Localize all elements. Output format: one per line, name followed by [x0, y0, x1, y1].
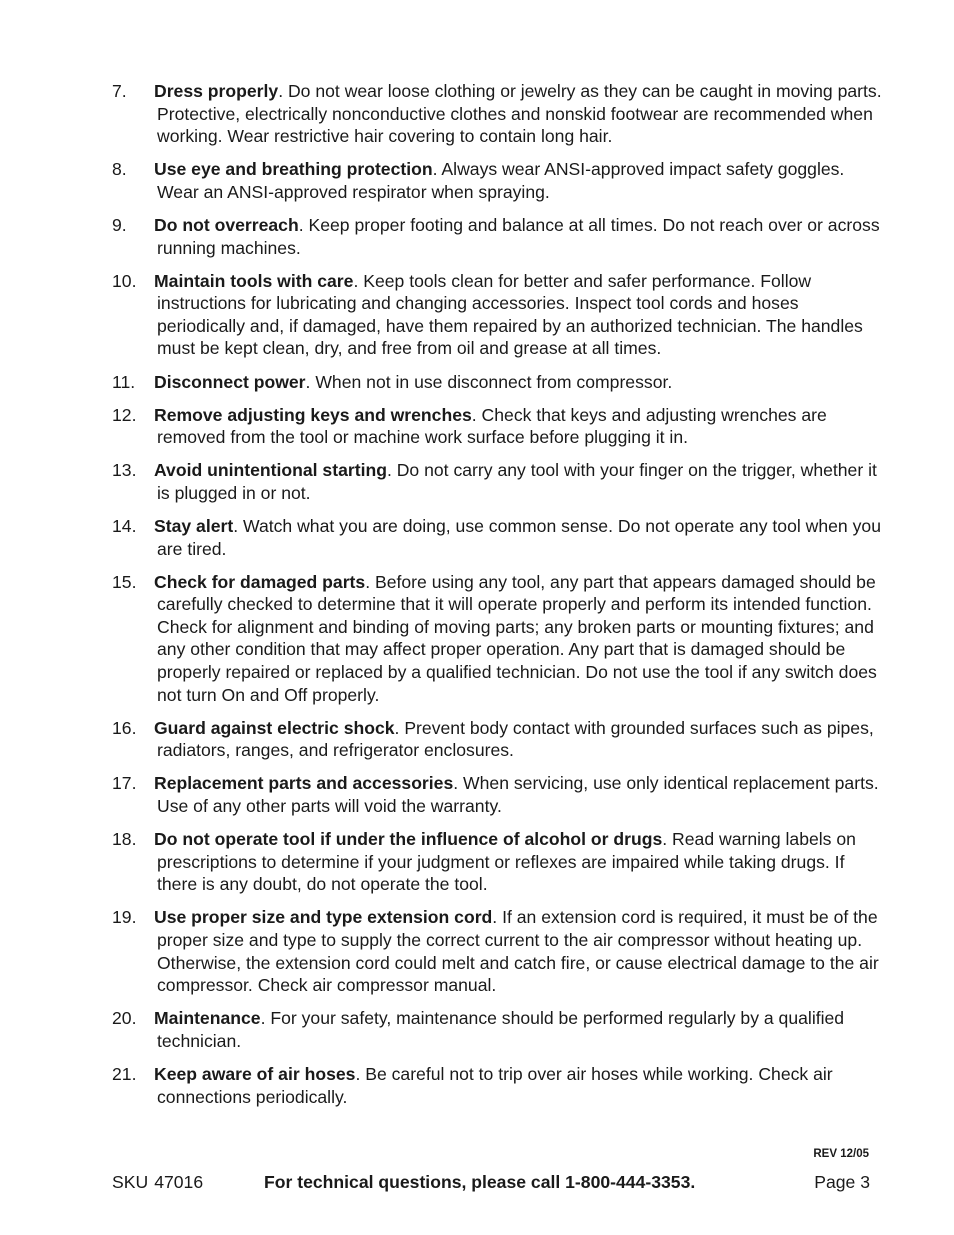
item-body [154, 270, 882, 360]
sku-label: SKU [112, 1172, 149, 1192]
item-text: . Be careful not to trip over air hoses while working. Check air connections periodically. [157, 1063, 833, 1107]
list-item [112, 404, 882, 449]
item-title: Check for damaged parts [154, 571, 366, 592]
sku-number: 47016 [154, 1172, 204, 1192]
item-title: Maintenance [154, 1008, 261, 1029]
list-item [112, 906, 882, 996]
item-title: Maintain tools with care [154, 270, 354, 291]
item-number: 16. [112, 717, 137, 738]
list-item [112, 717, 882, 762]
item-text: . Do not carry any tool with your finger on the trigger, whether it is plugged in or not. [157, 460, 877, 503]
item-text: . For your safety, maintenance should be performed regularly by a qualified technician. [157, 1008, 845, 1051]
item-body [154, 158, 882, 203]
item-number: 9. [112, 214, 127, 235]
item-number: 13. [112, 460, 137, 481]
item-number: 20. [112, 1008, 137, 1029]
item-number: 21. [112, 1063, 137, 1084]
list-item [112, 270, 882, 360]
list-item [112, 371, 882, 394]
list-item [112, 459, 882, 504]
item-number: 11. [112, 371, 136, 392]
item-title: Stay alert [154, 516, 234, 536]
item-title: Do not overreach [154, 214, 299, 235]
item-title: Remove adjusting keys and wrenches [154, 404, 472, 425]
page-footer [112, 1170, 870, 1194]
item-text: . Keep tools clean for better and safer performance. Follow instructions for lubricating and changing accessories. Inspect tool cords and hoses periodically and, if damaged, have them repaired by an authorized technician. The handles must be kept clean, dry, and free from oil and grease at all times. [157, 270, 863, 359]
item-text: . Do not wear loose clothing or jewelry as they can be caught in moving parts. Protective, electrically nonconductive clothes and nonskid footwear are recommended when working. Wear restrictive hair covering to contain long hair. [157, 81, 882, 147]
list-item [112, 158, 882, 203]
item-number: 15. [112, 571, 137, 592]
list-item [112, 1007, 882, 1052]
page-number: Page 3 [814, 1172, 870, 1192]
item-body [154, 214, 882, 259]
item-text: . Read warning labels on prescriptions to determine if your judgment or reflexes are impaired while taking drugs. If there is any doubt, do not operate the tool. [157, 829, 856, 895]
item-body [154, 571, 882, 707]
item-text: . Before using any tool, any part that appears damaged should be carefully checked to determine that it will operate properly and perform its intended function. Check for alignment and binding of moving parts; any broken parts or mounting fixtures; and any other condition that may affect proper operation. Any part that is damaged should be properly repaired or replaced by a qualified technician. Do not use the tool if any switch does not turn On and Off properly. [157, 571, 877, 705]
item-title: Replacement parts and accessories [154, 773, 454, 794]
item-text: . Always wear ANSI-approved impact safety goggles. Wear an ANSI-approved respirator when spraying. [157, 159, 845, 202]
list-item [112, 80, 882, 148]
item-body [154, 1007, 882, 1052]
revision-label: REV 12/05 [813, 1148, 869, 1160]
item-title: Keep aware of air hoses [154, 1063, 356, 1084]
item-title: Use proper size and type extension cord [154, 907, 493, 928]
item-text: . Check that keys and adjusting wrenches are removed from the tool or machine work surface before plugging it in. [157, 404, 827, 448]
item-title: Avoid unintentional starting [154, 460, 387, 481]
item-text: . When not in use disconnect from compressor. [305, 371, 673, 392]
item-title: Do not operate tool if under the influence of alcohol or drugs [154, 829, 663, 850]
item-number: 14. [112, 516, 137, 536]
item-number: 12. [112, 404, 137, 425]
list-item [112, 515, 882, 560]
item-text: . Watch what you are doing, use common sense. Do not operate any tool when you are tired. [157, 516, 881, 559]
sku [112, 1170, 203, 1194]
item-number: 19. [112, 907, 137, 928]
item-number: 7. [112, 81, 127, 101]
item-body [154, 717, 882, 762]
item-body [154, 515, 882, 560]
item-text: . Keep proper footing and balance at all times. Do not reach over or across running machines. [157, 214, 880, 258]
item-text: . When servicing, use only identical replacement parts. Use of any other parts will void the warranty. [157, 773, 879, 817]
item-number: 8. [112, 159, 127, 180]
item-body [154, 459, 882, 504]
item-title: Dress properly [154, 81, 279, 101]
list-item [112, 828, 882, 896]
item-text: . Prevent body contact with grounded surfaces such as pipes, radiators, ranges, and refrigerator enclosures. [157, 717, 874, 761]
list-item [112, 772, 882, 817]
item-body [154, 371, 882, 394]
list-item [112, 1063, 882, 1108]
list-item [112, 571, 882, 707]
item-number: 10. [112, 270, 137, 291]
item-body [154, 906, 882, 996]
item-body [154, 80, 882, 148]
item-title: Disconnect power [154, 371, 306, 392]
list-item [112, 214, 882, 259]
item-body [154, 1063, 882, 1108]
item-body [154, 772, 882, 817]
item-text: . If an extension cord is required, it must be of the proper size and type to supply the correct current to the air compressor without heating up. Otherwise, the extension cord could melt and catch fire, or cause electrical damage to the air compressor. Check air compressor manual. [157, 907, 879, 996]
item-number: 17. [112, 773, 137, 794]
safety-instructions-list [112, 80, 882, 1119]
item-body [154, 828, 882, 896]
item-title: Use eye and breathing protection [154, 159, 433, 180]
item-title: Guard against electric shock [154, 717, 395, 738]
item-body [154, 404, 882, 449]
support-phone-text: For technical questions, please call 1-800-444-3353. [264, 1172, 696, 1192]
item-number: 18. [112, 829, 137, 850]
